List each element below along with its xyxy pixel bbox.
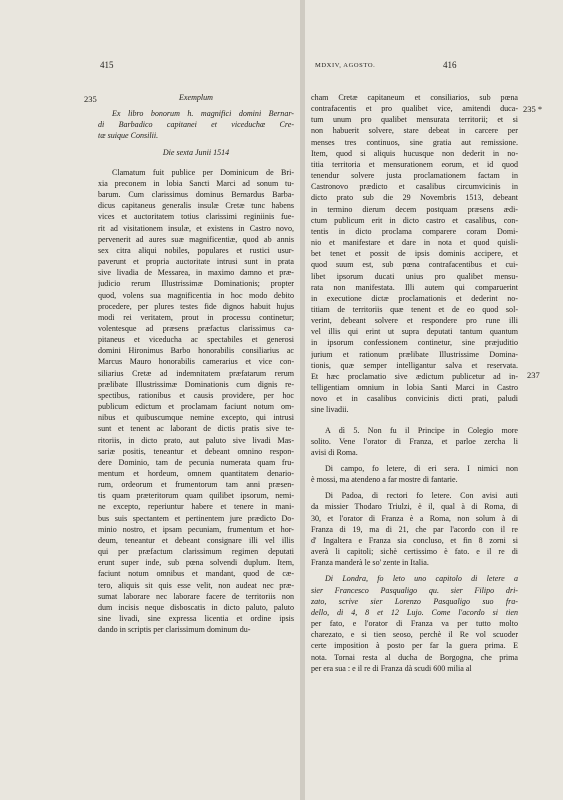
text-line: publicum edictum et proclamam faciunt notum om- — [98, 402, 294, 412]
text-line: xia preconem in lobia Sancti Marci ad sonum tu- — [98, 178, 294, 188]
text-line: Item, quod si aliquis hucusque non dederit in no- — [311, 148, 518, 158]
text-line: in executione dictæ proclamationis et dederint no- — [311, 293, 518, 303]
text-line: bus suis spectantem et pertinentem jure prædicto Do- — [98, 513, 294, 523]
text-line: ritoriis, in dicto prato, aut paluto sive livadi Mas- — [98, 435, 294, 445]
text-line: Castronovo prædicto et casalibus circumvicinis in — [311, 182, 518, 192]
diary-entry-londra — [311, 573, 518, 673]
text-line: menses tres continuos, sine gratia aut remissione. — [311, 137, 518, 147]
text-line: novo et in casalibus convicinis dicti prati, paludi — [311, 394, 518, 404]
text-line: tero, aliquis sit quis esse velit, non audeat nec præ- — [98, 580, 294, 590]
text-line: qui per præfactum clarissimum regimen deputati — [98, 547, 294, 557]
text-line: ne excepto, reperiuntur habere et tenere in mani- — [98, 502, 294, 512]
text-line: quod, volens sua magnificentia in hoc modo debito — [98, 290, 294, 300]
entry-line: zato, scrive sier Lorenzo Pasqualigo suo fra- — [311, 596, 518, 606]
edict-continuation — [311, 92, 518, 416]
running-header: MDXIV, AGOSTO. — [315, 62, 376, 69]
text-line: vices et auctoritatem totius clarissimi reginiinis fue- — [98, 212, 294, 222]
text-line: in termino dierum decem postquam præsens ædi- — [311, 204, 518, 214]
entry-line: Di Padoa, di rectori fo letere. Con avisi auti — [325, 491, 518, 501]
text-line: sex citra aliqui nobiles, populares et rustici usur- — [98, 245, 294, 255]
text-line: jurium et rationum prælibate Illustrissime Domina- — [311, 349, 518, 359]
right-page-number: 416 — [443, 60, 457, 70]
text-line: nibus et quibuscumque nemine excepto, qui intrusi — [98, 413, 294, 423]
text-line: rit ad visitationem insulæ, et existens in Castro novo, — [98, 223, 294, 233]
text-line: dicto prato sub die 29 Novembris 1513, debeant — [311, 193, 518, 203]
text-line: barum. Cum clarissimus dominus Bernardus Barba- — [98, 190, 294, 200]
entry-line: d' Ingaltera e Franza sia concluso, et fin 8 zorni si — [311, 535, 518, 545]
subheading-line: tæ suique Consilii. — [98, 131, 159, 141]
entry-line: è mossi, ma atendeno a far mostre di fantarie. — [311, 475, 458, 485]
text-line: dum incisis neque disboscatis in dicto paluto, paluto — [98, 602, 294, 612]
text-line: tenendur solvere justa proclamationem factam in — [311, 171, 518, 181]
text-line: rata non manifestata. Illi autem qui comparuerint — [311, 282, 518, 292]
margin-number-left: 235 — [84, 94, 97, 104]
subheading — [98, 108, 294, 141]
entry-line: nota. Tornai resta al ducha de Borgogna, che prima — [311, 652, 518, 662]
page-gutter — [300, 0, 305, 800]
entry-line: Di Londra, fo leto uno capitolo di letere a — [325, 574, 518, 584]
entry-line: da missier Thodaro Triulzi, è il, qual à di Roma, di — [311, 502, 518, 512]
text-line: domini Hironimus Barbo honorabilis consiliarius ac — [98, 346, 294, 356]
margin-number-right-2: 237 — [527, 370, 540, 380]
entry-line: 30, et l'orator di Franza è a Roma, non solum à di — [311, 513, 518, 523]
text-line: sine livadii. — [311, 405, 349, 415]
entry-line: per fato, e l'orator di Franza va per tutto molto — [311, 619, 518, 629]
text-line: Et hæc proclamatio sive ædictum publicetur ad in- — [311, 371, 518, 381]
entry-line: solito. Vene l'orator di Franza, et parloe zercha li — [311, 436, 518, 446]
text-line: Clamatum fuit publice per Dominicum de Bri- — [112, 167, 294, 177]
diary-entry-padoa — [311, 490, 518, 568]
text-line: sive livadia de Messarea, in maximo damno et præ- — [98, 268, 294, 278]
text-line: volentesque ad præsens præfactus clarissimus ca- — [98, 323, 294, 333]
right-column — [311, 92, 518, 674]
entry-line: avisi di Roma. — [311, 447, 358, 457]
text-line: cham Cretæ capitaneum et consiliarios, sub pœna — [311, 93, 518, 102]
text-line: non habuerit solvere, stare debeat in carcere per — [311, 126, 518, 136]
text-line: sine livadi, sine expressa licentia et ordine ipsis — [98, 614, 294, 624]
subheading-line: Ex libro bonorum h. magnifici domini Bernar- — [112, 109, 294, 119]
left-column — [98, 92, 294, 635]
entry-line: certe imposition à posto per far la guera prima. E — [311, 641, 518, 651]
text-line: procedere, per plures testes fide dignos habuit hujus — [98, 301, 294, 311]
text-line: sariæ positis, teneantur et debeant omnino respon- — [98, 446, 294, 456]
text-line: pervenerit ad aures suæ magnificentiæ, quod ab annis — [98, 234, 294, 244]
entry-line: Di campo, fo letere, di eri sera. I nimici non — [325, 464, 518, 473]
text-line: deum, teneantur et debeant consignare illi vel illis — [98, 535, 294, 545]
text-line: dando in scriptis per clarissimum dominum du- — [98, 625, 251, 635]
text-line: dere Dominio, tam de pecunia numerata quam fru- — [98, 457, 294, 467]
text-line: vel illis qui erint ut supra deputati tantum quantum — [311, 327, 518, 337]
diary-entry-campo — [311, 463, 518, 485]
subheading-line: di Barbadico capitanei et viceduchæ Cre- — [98, 120, 294, 130]
section-heading: Exemplum — [179, 93, 213, 102]
entry-line: A dì 5. Non fu il Principe in Colegio more — [325, 425, 518, 435]
text-line: ctum publicum erit in dicto castro et casalibus, con- — [311, 215, 518, 225]
text-line: titiam de territoriis quæ tenent et de eo quod sol- — [311, 304, 518, 314]
text-line: tum unum pro qualibet mensurata territorii; et si — [311, 115, 518, 125]
text-line: minio nostro, et ipsam pecuniam, frumentum et hor- — [98, 524, 294, 534]
diary-entry-5 — [311, 425, 518, 458]
text-line: in ipsorum confessionem continetur, sine præjuditio — [311, 338, 518, 348]
margin-number-right-1: 235 * — [523, 104, 543, 114]
entry-line: sier Francesco Pasqualigo qu. sier Filipo dri- — [311, 585, 518, 595]
text-line: tentis in dicto proclama comparere coram Domi- — [311, 226, 518, 236]
text-line: quod suum est, sub pœna contrafacentibus et cui- — [311, 260, 518, 270]
entry-line: charezato, e si tien seoso, perchè il Re vol scuoder — [311, 630, 518, 640]
text-line: bet tenet et possit de ipsis dominis accipere, et — [311, 249, 518, 259]
text-line: pitaneus et viceducha ac spectabiles et generosi — [98, 335, 294, 345]
text-line: faciunt notum omnibus et mandant, quod de cæ- — [98, 569, 294, 579]
entry-line: Franza manderà le so' zente in Italia. — [311, 558, 429, 568]
text-line: tis quam præteritorum quam quilibet ipsorum, nemi- — [98, 491, 294, 501]
text-line: tionis, quæ semper intelligantur salva et reservata. — [311, 360, 518, 370]
text-line: dicus capitaneus generalis insulæ Cretæ tunc habens — [98, 201, 294, 211]
text-line: contrafacentis et pro qualibet vice, amitendi duca- — [311, 104, 518, 114]
date-line: Die sexta Junii 1514 — [162, 147, 230, 157]
text-line: titia territoria et mensurationem eorum, et id quod — [311, 159, 518, 169]
entry-line: per era sua : e il re di Franza dà scudi 600 milia al — [311, 663, 472, 673]
text-line: Marcus Mauro honorabilis camerarius et vice con- — [98, 357, 294, 367]
text-line: prælibate Illustrissimæ Dominationis cum dignis re- — [98, 379, 294, 389]
text-line: mentum et hordeum, omnem quantitatem denario- — [98, 469, 294, 478]
text-line: judicio rerum Illustrissimæ Dominationis; propter — [98, 279, 294, 289]
left-body-text — [98, 167, 294, 636]
text-line: sumat laborare nec laborare facere de territoriis non — [98, 591, 294, 601]
text-line: spectibus, rationibus et causis providere, per hoc — [98, 390, 294, 400]
text-line: modi rei veritatem, prout in processu continetur; — [98, 312, 294, 322]
entry-line: dello, di 4, 8 et 12 Lujo. Come l'acordo si tien — [311, 607, 518, 617]
text-line: telligentiam omnium in lobia Santi Marci in Castro — [311, 383, 518, 393]
left-page-number: 415 — [100, 60, 114, 70]
text-line: paverunt et propria auctoritate intrusi sunt in prata — [98, 257, 294, 267]
text-line: libet ipsorum ducati unius pro qualibet mensu- — [311, 271, 518, 281]
text-line: nio et manifestare et dare in nota et quod quisli- — [311, 238, 518, 248]
entry-line: Franza di 19, ma di 21, che par l'acordo con il re — [311, 524, 518, 534]
text-line: siliarius Cretæ ad indemnitatem præfatarum rerum — [98, 368, 294, 378]
text-line: sunt et tenent ac laborant de dictis pratis sive te- — [98, 424, 294, 434]
text-line: verint, debeant solvere et respondere pro rune illi — [311, 316, 518, 326]
text-line: rum, ordeorum et frumentorum tam anni præsen- — [98, 480, 294, 490]
text-line: erunt super inde, sub pœna solvendi duplum. Item, — [98, 558, 294, 568]
entry-line: averà li capitoli; sichè certissimo è fato. e il re di — [311, 547, 518, 557]
